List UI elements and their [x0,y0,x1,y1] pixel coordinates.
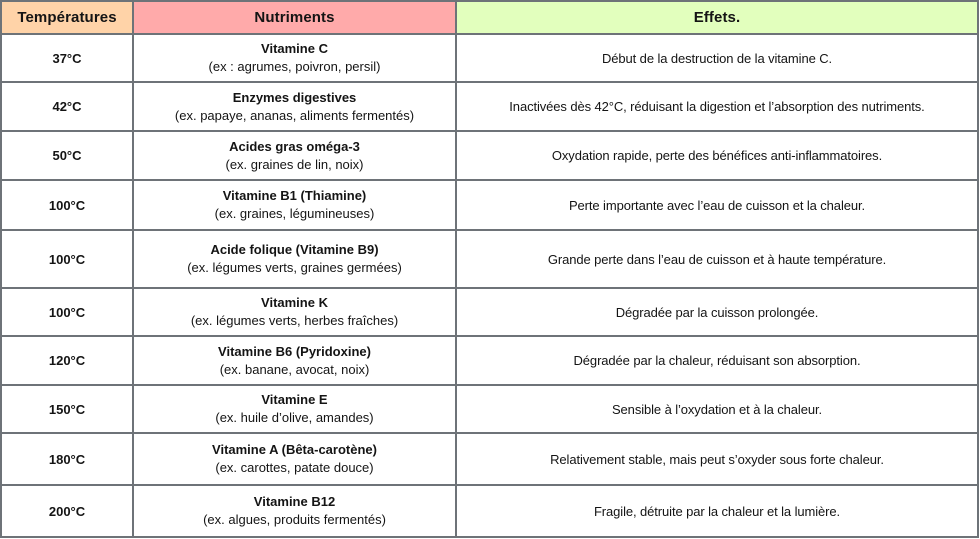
temperature-cell: 180°C [1,433,133,485]
table-row [1,131,978,180]
effect-cell: Oxydation rapide, perte des bénéfices anti-inflammatoires. [456,131,978,180]
effect-cell: Dégradée par la chaleur, réduisant son absorption. [456,336,978,385]
nutrient-cell [133,82,456,131]
table-row [1,82,978,131]
nutrient-example: (ex. graines, légumineuses) [214,206,375,221]
header-effects: Effets. [456,1,978,34]
table-row [1,180,978,230]
table-row [1,230,978,288]
nutrient-cell [133,433,456,485]
nutrient-name: Acides gras oméga-3 [229,138,360,154]
temperature-cell: 150°C [1,385,133,433]
table-row [1,34,978,82]
nutrient-cell [133,34,456,82]
temperature-cell: 50°C [1,131,133,180]
nutrient-cell [133,336,456,385]
nutrient-cell [133,288,456,336]
table-row [1,485,978,537]
effect-cell: Sensible à l’oxydation et à la chaleur. [456,385,978,433]
header-temperatures: Températures [1,1,133,34]
effect-cell: Début de la destruction de la vitamine C. [456,34,978,82]
table-row [1,288,978,336]
nutrient-cell [133,385,456,433]
temperature-cell: 100°C [1,180,133,230]
table-row [1,433,978,485]
effect-cell: Grande perte dans l’eau de cuisson et à haute température. [456,230,978,288]
temperature-cell: 120°C [1,336,133,385]
nutrient-cell [133,485,456,537]
nutrient-name: Acide folique (Vitamine B9) [210,242,379,257]
nutrient-cell [133,230,456,288]
nutrient-name: Vitamine A (Bêta-carotène) [212,442,377,457]
temperature-cell: 37°C [1,34,133,82]
table-body [1,34,978,537]
nutrient-example: (ex. algues, produits fermentés) [203,512,386,527]
nutrient-name: Vitamine B6 (Pyridoxine) [218,343,371,359]
nutrient-name: Vitamine C [261,41,328,56]
nutrient-name: Vitamine B1 (Thiamine) [222,188,367,203]
nutrient-name: Vitamine K [261,295,328,310]
temperature-cell: 100°C [1,288,133,336]
nutrient-example: (ex. papaye, ananas, aliments fermentés) [174,107,415,123]
table-row [1,385,978,433]
nutrient-cell [133,131,456,180]
header-nutrients: Nutriments [133,1,456,34]
nutrient-example: (ex. huile d’olive, amandes) [215,410,374,425]
temperature-cell: 100°C [1,230,133,288]
effect-cell: Perte importante avec l’eau de cuisson et la chaleur. [456,180,978,230]
nutrient-example: (ex. graines de lin, noix) [225,156,364,172]
effect-cell: Inactivées dès 42°C, réduisant la digestion et l’absorption des nutriments. [456,82,978,131]
nutrient-name: Vitamine E [261,392,328,407]
effect-cell: Fragile, détruite par la chaleur et la lumière. [456,485,978,537]
temperature-cell: 42°C [1,82,133,131]
effect-cell: Relativement stable, mais peut s’oxyder sous forte chaleur. [456,433,978,485]
nutrient-name: Vitamine B12 [253,494,336,509]
effect-cell: Dégradée par la cuisson prolongée. [456,288,978,336]
table-header [1,1,978,34]
nutrient-example: (ex. carottes, patate douce) [215,460,374,475]
nutrient-example: (ex. légumes verts, graines germées) [187,260,402,275]
nutrient-example: (ex : agrumes, poivron, persil) [208,59,381,74]
nutrient-name: Enzymes digestives [232,89,357,105]
table-row [1,336,978,385]
nutrient-cell [133,180,456,230]
nutrient-example: (ex. banane, avocat, noix) [219,361,370,377]
header-row [1,1,978,34]
temperature-cell: 200°C [1,485,133,537]
nutrient-example: (ex. légumes verts, herbes fraîches) [190,313,399,328]
